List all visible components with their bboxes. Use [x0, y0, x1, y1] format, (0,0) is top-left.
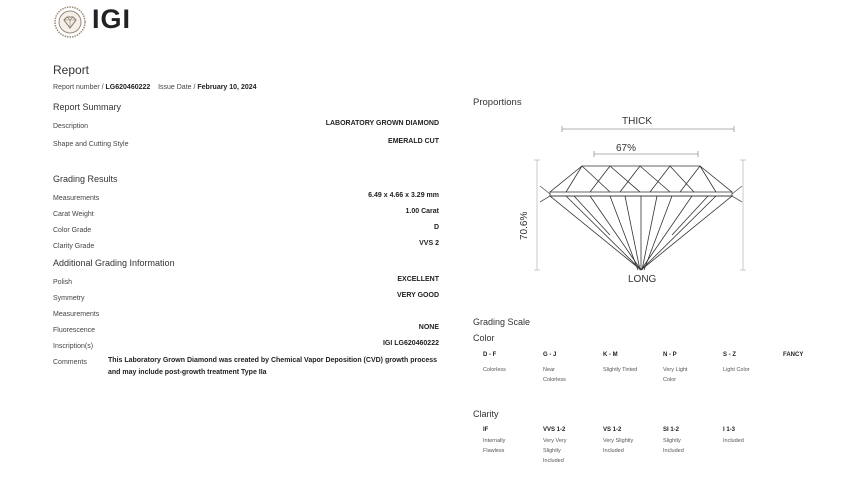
- row-value-symmetry: VERY GOOD: [396, 292, 439, 299]
- color-desc-df: Colorless: [483, 367, 506, 373]
- proportions-title: Proportions: [473, 97, 522, 108]
- row-label-color-grade: Color Grade: [53, 227, 92, 234]
- issue-date-label: Issue Date /: [158, 84, 198, 91]
- row-label-clarity-grade: Clarity Grade: [53, 243, 95, 250]
- grading-scale-title: Grading Scale: [473, 317, 531, 327]
- clarity-desc-if: Internally Flawless: [483, 438, 506, 454]
- color-desc-np: Very Light Color: [663, 367, 688, 383]
- culet-label: LONG: [628, 274, 657, 285]
- color-code-km: K - M: [603, 352, 618, 358]
- color-scale-title: Color: [473, 333, 495, 343]
- row-value-clarity-grade: VVS 2: [419, 240, 439, 247]
- row-value-measurements: 6.49 x 4.66 x 3.29 mm: [368, 192, 439, 199]
- row-label-symmetry: Symmetry: [53, 295, 85, 302]
- comments-text: This Laboratory Grown Diamond was created by Chemical Vapor Deposition (CVD) growth process and may include post-growth treatment Type IIa: [108, 357, 438, 376]
- row-label-measurements-2: Measurements: [53, 311, 100, 318]
- row-label-measurements: Measurements: [53, 195, 100, 202]
- color-code-sz: S - Z: [723, 352, 736, 358]
- clarity-desc-vvs: Very Very Slightly Included: [543, 438, 567, 464]
- report-summary-title: Report Summary: [53, 102, 122, 112]
- color-desc-gj: Near Colorless: [543, 367, 566, 383]
- igi-seal-logo: [54, 6, 86, 38]
- report-number-label: Report number /: [53, 84, 106, 91]
- report-number: LG620460222: [105, 84, 151, 91]
- row-value-inscriptions: IGI LG620460222: [382, 340, 439, 347]
- row-value-fluorescence: NONE: [418, 324, 439, 331]
- color-code-gj: G - J: [543, 352, 557, 358]
- row-label-comments: Comments: [53, 359, 87, 366]
- clarity-code-vvs: VVS 1-2: [543, 427, 566, 433]
- grading-results-title: Grading Results: [53, 174, 118, 184]
- row-label-inscriptions: Inscription(s): [53, 343, 94, 350]
- clarity-code-if: IF: [483, 427, 489, 433]
- proportions-diagram: [510, 110, 760, 295]
- row-label-shape: Shape and Cutting Style: [53, 141, 129, 148]
- row-value-polish: EXCELLENT: [397, 276, 439, 283]
- color-desc-sz: Light Color: [723, 367, 750, 373]
- row-label-polish: Polish: [53, 279, 73, 286]
- color-code-fancy: FANCY: [783, 352, 804, 358]
- report-meta: [53, 84, 257, 91]
- girdle-label: THICK: [622, 116, 652, 127]
- table-percent: 67%: [616, 143, 637, 154]
- row-value-color-grade: D: [433, 224, 439, 231]
- color-code-df: D - F: [483, 352, 497, 358]
- color-desc-km: Slightly Tinted: [603, 367, 638, 373]
- clarity-code-si: SI 1-2: [663, 427, 680, 433]
- issue-date: February 10, 2024: [197, 84, 257, 91]
- report-title: Report: [53, 63, 90, 77]
- row-label-description: Description: [53, 123, 89, 130]
- igi-logo-text: IGI: [92, 4, 132, 34]
- row-label-fluorescence: Fluorescence: [53, 327, 96, 334]
- color-code-np: N - P: [663, 352, 677, 358]
- row-value-shape: EMERALD CUT: [388, 138, 439, 145]
- row-value-description: LABORATORY GROWN DIAMOND: [325, 120, 439, 127]
- clarity-desc-i: Included: [723, 438, 744, 444]
- depth-percent: 70.6%: [519, 211, 530, 240]
- row-value-carat: 1.00 Carat: [405, 208, 439, 215]
- row-label-carat: Carat Weight: [53, 211, 94, 218]
- clarity-desc-si: Slightly Included: [663, 438, 684, 454]
- clarity-scale-title: Clarity: [473, 409, 499, 419]
- clarity-code-i: I 1-3: [723, 427, 736, 433]
- additional-info-title: Additional Grading Information: [53, 258, 175, 268]
- clarity-desc-vs: Very Slightly Included: [603, 438, 634, 454]
- clarity-code-vs: VS 1-2: [603, 427, 622, 433]
